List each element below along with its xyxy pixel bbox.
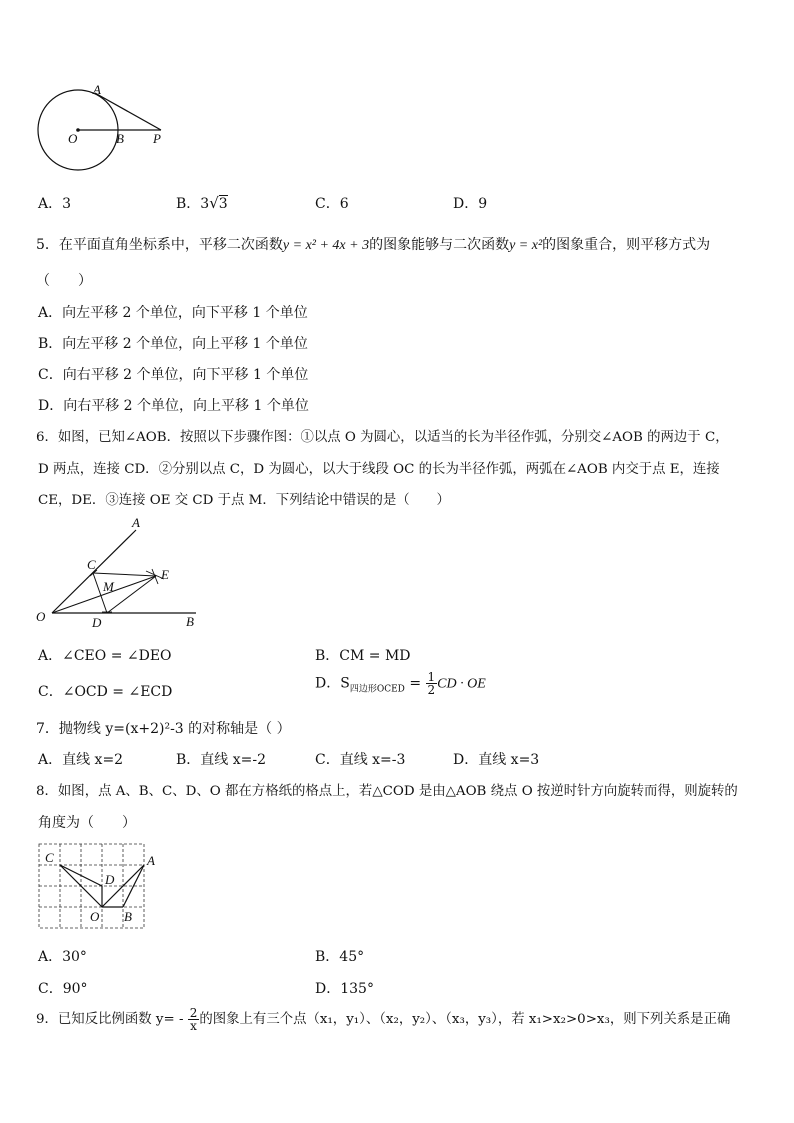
q4-option-a[interactable]: A．3 — [38, 196, 72, 212]
q6-label-c: C — [87, 557, 96, 572]
q6-arc-mark-2 — [152, 569, 158, 584]
q8-option-a[interactable]: A．30° — [38, 949, 87, 965]
q8-label-c: C — [45, 850, 54, 865]
q5-stem-a: 5．在平面直角坐标系中，平移二次函数 — [36, 237, 283, 253]
q9-frac-den: x — [190, 1019, 197, 1033]
q8-option-b[interactable]: B．45° — [315, 949, 365, 965]
q4-option-c[interactable]: C．6 — [315, 196, 349, 212]
q9-fraction — [188, 1007, 200, 1032]
q8-label-b: B — [124, 909, 132, 924]
q8-label-o: O — [90, 909, 100, 924]
q6-frac-den: 2 — [427, 683, 436, 697]
q6-stem-line1: 6．如图，已知∠AOB．按照以下步骤作图：①以点 O 为圆心，以适当的长为半径作弧，分别交∠AOB 的两边于 C， — [36, 430, 729, 445]
q7-option-a[interactable]: A．直线 x=2 — [38, 752, 124, 768]
q8-label-d: D — [105, 872, 115, 887]
q6-option-d-prefix: D．S — [315, 675, 350, 692]
q9-stem-b: 的图象上有三个点（x₁，y₁）、（x₂，y₂）、（x₃，y₃），若 x₁>x₂>0>x₃，则下列关系是正确 — [199, 1012, 731, 1027]
q5-stem-b: 的图象能够与二次函数 — [369, 237, 510, 253]
q9-stem-a: 9．已知反比例函数 y= - — [36, 1012, 184, 1027]
q5-option-d[interactable]: D．向右平移 2 个单位，向上平移 1 个单位 — [38, 398, 309, 414]
q5-paren: （ ） — [36, 273, 92, 289]
q8-segment-cd — [60, 865, 102, 886]
q4-label-p: P — [153, 131, 161, 146]
q6-label-o: O — [36, 609, 46, 624]
q7-option-b[interactable]: B．直线 x=-2 — [176, 752, 267, 768]
q6-option-d-fraction — [426, 671, 438, 696]
q8-stem-line1: 8．如图，点 A、B、C、D、O 都在方格纸的格点上，若△COD 是由△AOB 绕点 O 按逆时针方向旋转而得，则旋转的 — [36, 784, 738, 799]
q6-angle-figure — [40, 518, 220, 628]
q7-option-c[interactable]: C．直线 x=-3 — [315, 752, 406, 768]
q4-option-d[interactable]: D．9 — [453, 196, 488, 212]
q4-option-b-prefix: B．3 — [176, 196, 210, 212]
q5-option-c[interactable]: C．向右平移 2 个单位，向下平移 1 个单位 — [38, 367, 309, 383]
q6-option-d-sub: 四边形OCED — [349, 684, 405, 695]
q6-stem-line3: CE，DE．③连接 OE 交 CD 于点 M．下列结论中错误的是（ ） — [38, 493, 450, 508]
q6-option-d[interactable] — [315, 671, 486, 696]
q9-stem — [36, 1007, 730, 1032]
q6-option-b[interactable]: B．CM = MD — [315, 648, 411, 664]
q8-option-c[interactable]: C．90° — [38, 981, 88, 997]
q6-option-d-rest: CD · OE — [437, 676, 486, 692]
q5-stem-c: 的图象重合，则平移方式为 — [542, 237, 711, 253]
q9-frac-num: 2 — [189, 1006, 198, 1020]
q5-expr1: y = x² + 4x + 3 — [282, 238, 370, 253]
q6-label-d: D — [92, 615, 102, 630]
q6-label-e: E — [161, 567, 169, 582]
q7-option-d[interactable]: D．直线 x=3 — [453, 752, 540, 768]
q6-label-b: B — [186, 614, 194, 629]
q6-label-m: M — [103, 579, 114, 594]
q6-frac-num: 1 — [427, 670, 436, 684]
q6-option-d-eq: = — [404, 675, 426, 692]
q5-option-a[interactable]: A．向左平移 2 个单位，向下平移 1 个单位 — [38, 305, 308, 321]
q8-stem-line2: 角度为（ ） — [38, 815, 136, 831]
q6-segment-de — [107, 576, 156, 613]
q6-option-a[interactable]: A．∠CEO = ∠DEO — [38, 648, 172, 664]
q5-stem — [36, 234, 710, 254]
q6-stem-line2: D 两点，连接 CD．②分别以点 C，D 为圆心，以大于线段 OC 的长为半径作弧，两弧在∠AOB 内交于点 E，连接 — [38, 462, 720, 477]
q4-label-a: A — [93, 82, 101, 97]
q5-option-b[interactable]: B．向左平移 2 个单位，向上平移 1 个单位 — [38, 336, 308, 352]
q7-stem: 7．抛物线 y=(x+2)²-3 的对称轴是（ ） — [36, 721, 291, 737]
q6-option-c[interactable]: C．∠OCD = ∠ECD — [38, 684, 173, 700]
q8-label-a: A — [147, 853, 155, 868]
q5-expr2: y = x² — [509, 238, 543, 253]
q4-option-b[interactable] — [176, 193, 228, 213]
q4-tangent-ap — [95, 93, 161, 130]
q8-option-d[interactable]: D．135° — [315, 981, 374, 997]
q4-label-b: B — [116, 131, 124, 146]
q4-sqrt-radicand: 3 — [218, 196, 228, 212]
q4-sqrt-sign: √ — [209, 194, 219, 212]
q6-label-a: A — [132, 515, 140, 530]
q4-label-o: O — [68, 131, 78, 146]
q6-segment-ce — [93, 573, 156, 576]
